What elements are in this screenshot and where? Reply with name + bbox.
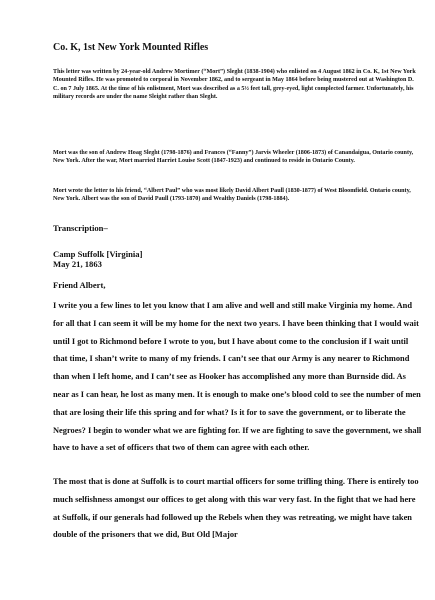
intro-paragraph-enlistment: This letter was written by 24-year-old Andrew Mortimer (“Mort”) Sleght (1838-1904) who enlisted on 4 August 1862 in Co. K, 1st New York Mounted Rifles. He was promoted to corporal in November 1862, and to sergeant in May 1864 before being mustered out at Washington D. C. on 7 July 1865. At the time of his enlistment, Mort was described as a 5½ feet tall, grey-eyed, light complected farmer. Unfortunately, his military records are under the name Sleight rather than Sleght. — [53, 69, 416, 101]
document-title: Co. K, 1st New York Mounted Rifles — [53, 42, 209, 53]
intro-paragraph-family: Mort was the son of Andrew Hoag Sleght (1798-1876) and Frances (“Fanny”) Jarvis Wheeler (1806-1873) of Canandaigua, Ontario county, New York. After the war, Mort married Harriet Louise Scott (1847-1923) and continued to reside in Ontario County. — [53, 150, 414, 165]
intro-paragraph-recipient: Mort wrote the letter to his friend, “Albert Paul” who was most likely David Albert Paull (1830-1877) of West Bloomfield. Ontario county, New York. Albert was the son of David Paull (1793-1870) and Wealthy Daniels (1798-1884). — [53, 188, 411, 203]
letter-paragraph-2: The most that is done at Suffolk is to court martial officers for some trifling thing. There is entirely too much selfishness amongst our offices to get along with this war very fast. In the fight that we had here at Suffolk, if our generals had followed up the Rebels when they was retreating, we might have taken double of the prisoners that we did, But Old [Major — [53, 477, 419, 540]
letter-greeting: Friend Albert, — [53, 280, 106, 290]
letter-date: May 21, 1863 — [53, 259, 102, 269]
letter-location: Camp Suffolk [Virginia] — [53, 249, 143, 259]
transcription-heading: Transcription– — [53, 223, 108, 233]
letter-paragraph-1: I write you a few lines to let you know that I am alive and well and still make Virginia my home. And for all that I can seem it will be my home for the next two years. I have been thinking that I would wait until I got to Richmond before I wrote to you, but I have about come to the conclusion if I wait until that time, I shan’t write to many of my friends. I can’t see that our Army is any nearer to Richmond than when I left home, and I can’t see as Hooker has accomplished any more than Burnside did. As near as I can hear, he lost as many men. It is enough to make one’s blood cold to see the number of men that are losing their life this spring and for what? Is it for to save the government, or to liberate the Negroes? I begin to wonder what we are fighting for. If we are fighting to save the government, we shall have to have a set of officers that two of them can agree with each other. — [53, 301, 422, 453]
